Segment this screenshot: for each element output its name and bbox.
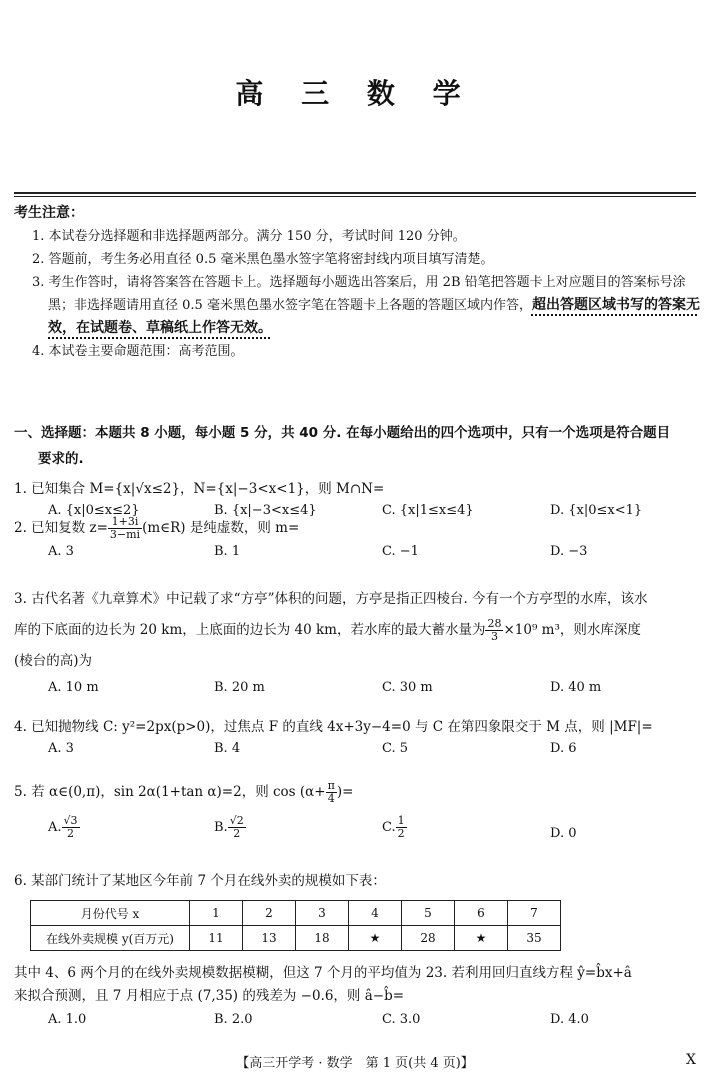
table-cell: 35 xyxy=(508,926,561,951)
option-c: C. 30 m xyxy=(382,680,433,695)
options-row xyxy=(14,1008,706,1030)
page-title: 高 三 数 学 xyxy=(235,77,475,110)
fraction xyxy=(396,815,407,840)
question-stem xyxy=(14,780,706,805)
options-row xyxy=(14,541,706,563)
options-row xyxy=(14,815,706,855)
notice-heading: 考生注意： xyxy=(14,205,84,221)
denominator: 2 xyxy=(233,827,241,840)
table-cell: 11 xyxy=(190,926,243,951)
table-cell: 18 xyxy=(296,926,349,951)
question-5 xyxy=(14,780,706,855)
table-cell: 1 xyxy=(190,901,243,926)
question-6 xyxy=(14,870,706,892)
option-b: B. 4 xyxy=(214,741,241,756)
question-stem: 1. 已知集合 M={x|√x≤2}，N={x|−3<x<1}，则 M∩N= xyxy=(14,481,385,497)
fraction xyxy=(326,780,337,805)
header-rule xyxy=(14,192,696,194)
question-2 xyxy=(14,516,706,563)
table-cell: ★ xyxy=(455,926,508,951)
option-a: A. 10 m xyxy=(48,680,99,695)
stem-text: 2. 已知复数 z= xyxy=(14,520,108,536)
question-stem: 来拟合预测，且 7 月相应于点 (7,35) 的残差为 −0.6，则 â−b̂= xyxy=(14,988,405,1004)
numerator: √2 xyxy=(229,814,244,827)
option-b: B. 2.0 xyxy=(214,1012,253,1027)
option-d: D. −3 xyxy=(550,544,588,559)
option-a: A. {x|0≤x≤2} xyxy=(48,503,140,518)
option-b xyxy=(214,815,246,840)
option-b: B. 1 xyxy=(214,544,241,559)
question-4 xyxy=(14,716,706,760)
question-stem: 其中 4、6 两个月的在线外卖规模数据模糊，但这 7 个月的平均值为 23. 若利用回归直线方程 ŷ=b̂x+â xyxy=(14,965,632,981)
footer-mark: X xyxy=(686,1052,696,1068)
stem-text: )= xyxy=(336,784,354,800)
fraction xyxy=(108,516,142,541)
fraction xyxy=(62,815,80,840)
option-d: D. {x|0≤x<1} xyxy=(550,503,643,518)
options-row xyxy=(14,677,706,699)
page-footer: 【高三开学考 · 数学 第 1 页(共 4 页)】 xyxy=(236,1056,474,1071)
table-row xyxy=(31,926,561,951)
question-stem: 3. 古代名著《九章算术》中记载了求“方亭”体积的问题，方亭是指正四棱台. 今有一个方亭型的水库，该水 xyxy=(14,591,648,607)
table-cell: 28 xyxy=(402,926,455,951)
option-b: B. 20 m xyxy=(214,680,265,695)
table-cell: 13 xyxy=(243,926,296,951)
section-heading xyxy=(14,420,704,472)
header-rule-thin xyxy=(14,196,696,197)
option-c: C. {x|1≤x≤4} xyxy=(382,503,474,518)
notice-emphasis: 超出答题区域书写的答案无效，在试题卷、草稿纸上作答无效。 xyxy=(48,297,700,336)
option-d: D. 40 m xyxy=(550,680,602,695)
option-label: A. xyxy=(48,820,62,835)
denominator: 3−mi xyxy=(109,528,141,541)
stem-text: (m∈R) 是纯虚数，则 m= xyxy=(142,520,300,536)
question-stem: 4. 已知抛物线 C: y²=2px(p>0)，过焦点 F 的直线 4x+3y−4=0 与 C 在第四象限交于 M 点，则 |MF|= xyxy=(14,719,653,735)
notice-item xyxy=(14,271,700,340)
question-stem xyxy=(14,516,706,541)
denominator: 2 xyxy=(397,827,405,840)
table-cell: ★ xyxy=(349,926,402,951)
question-6-body xyxy=(14,962,706,1030)
question-stem: (棱台的高)为 xyxy=(14,653,93,669)
denominator: 3 xyxy=(490,630,498,643)
table-cell: 4 xyxy=(349,901,402,926)
table-cell: 2 xyxy=(243,901,296,926)
notice-item-text: 3. 考生作答时，请将答案答在答题卡上。选择题每小题选出答案后，用 2B 铅笔把答题卡上对应题目的答案标号涂黑；非选择题请用直径 0.5 毫米黑色墨水签字笔在答题卡上各题的答题区域内作答， xyxy=(32,275,686,313)
stem-text: 5. 若 α∈(0,π)，sin 2α(1+tan α)=2，则 cos (α+ xyxy=(14,784,326,800)
notice-item: 4. 本试卷主要命题范围：高考范围。 xyxy=(32,344,244,359)
fraction xyxy=(485,618,503,643)
table-cell: 6 xyxy=(455,901,508,926)
option-a xyxy=(48,815,80,840)
denominator: 2 xyxy=(67,827,75,840)
question-stem xyxy=(14,615,706,646)
exam-notice xyxy=(14,202,700,363)
option-c: C. −1 xyxy=(382,544,419,559)
table-row xyxy=(31,901,561,926)
denominator: 4 xyxy=(327,792,335,805)
option-a: A. 3 xyxy=(48,741,74,756)
table-cell: 5 xyxy=(402,901,455,926)
stem-text: 库的下底面的边长为 20 km，上底面的边长为 40 km，若水库的最大蓄水量为 xyxy=(14,622,486,638)
section-heading-line: 一、选择题：本题共 8 小题，每小题 5 分，共 40 分. 在每小题给出的四个选项中，只有一个选项是符合题目 xyxy=(14,425,671,441)
option-a: A. 1.0 xyxy=(48,1012,87,1027)
numerator: 28 xyxy=(487,617,502,630)
option-a: A. 3 xyxy=(48,544,74,559)
question-3 xyxy=(14,584,706,699)
option-d: D. 6 xyxy=(550,741,577,756)
numerator: 1 xyxy=(397,814,405,827)
option-b: B. {x|−3<x≤4} xyxy=(214,503,317,518)
option-label: B. xyxy=(214,820,228,835)
option-c: C. 3.0 xyxy=(382,1012,421,1027)
option-c: C. 5 xyxy=(382,741,409,756)
numerator: π xyxy=(327,779,335,792)
stem-text: ×10⁹ m³，则水库深度 xyxy=(503,622,641,638)
notice-item: 2. 答题前，考生务必用直径 0.5 毫米黑色墨水签字笔将密封线内项目填写清楚。 xyxy=(32,252,494,267)
section-heading-line: 要求的. xyxy=(38,451,84,467)
option-d: D. 4.0 xyxy=(550,1012,589,1027)
table-cell: 7 xyxy=(508,901,561,926)
notice-item: 1. 本试卷分选择题和非选择题两部分。满分 150 分，考试时间 120 分钟。 xyxy=(32,229,466,244)
question-stem: 6. 某部门统计了某地区今年前 7 个月在线外卖的规模如下表： xyxy=(14,873,386,889)
data-table xyxy=(30,900,561,951)
option-d: D. 0 xyxy=(550,826,577,841)
option-label: C. xyxy=(382,820,396,835)
fraction xyxy=(228,815,246,840)
options-row xyxy=(14,738,706,760)
table-header-cell: 月份代号 x xyxy=(31,901,190,926)
table-cell: 3 xyxy=(296,901,349,926)
option-c xyxy=(382,815,407,840)
numerator: 1+3i xyxy=(108,516,142,529)
table-header-cell: 在线外卖规模 y(百万元) xyxy=(31,926,190,951)
numerator: √3 xyxy=(63,814,78,827)
